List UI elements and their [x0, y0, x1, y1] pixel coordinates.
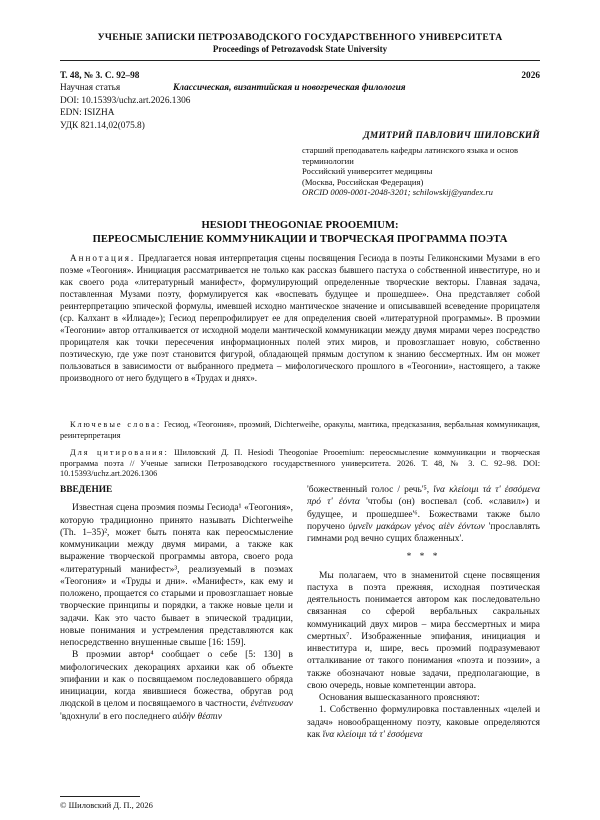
article-section: Классическая, византийская и новогреческая филология: [173, 83, 406, 94]
abstract-label: Аннотация.: [70, 253, 136, 263]
paragraph: 1. Собственно формулировка поставленных «целей и задач» новообращенному поэту, каковые определяются как ἵνα κλείοιμι τά τ' ἐσσόμενα: [307, 705, 540, 740]
journal-title-ru: УЧЕНЫЕ ЗАПИСКИ ПЕТРОЗАВОДСКОГО ГОСУДАРСТВЕННОГО УНИВЕРСИТЕТА: [97, 32, 503, 43]
keywords-text: Гесиод, «Теогония», проэмий, Dichterweihe, оракулы, мантика, предсказания, вербальная коммуникация, реинтерпретация: [60, 420, 541, 440]
title-line-1: HESIODI THEOGONIAE PROOEMIUM:: [201, 220, 399, 231]
header-divider: [60, 60, 540, 61]
paragraph: 'божественный голос / речь'⁵, ἵνα κλείοιμι τά τ' ἐσσόμενα πρό τ' ἐόντα 'чтобы (он) воспевал (соб. «славил») и будущее, и прошедшее'⁶. Божествами также было поручено ὑμνεῖν μακάρων γένος αἰὲν ἐόντων 'прославлять гимнами род вечно сущих блаженных'.: [307, 485, 541, 544]
citation-text: Шиловский Д. П. Hesiodi Theogoniae Prooemium: переосмысление коммуникации и творческая программа поэта // Ученые записки Петрозаводского государственного университета. 2026. Т. 48, № 3. С. 92–98. DOI: 10.15393/uchz.art.2026.1306: [60, 448, 540, 478]
journal-header: [60, 32, 540, 55]
greek-quote: ἐνέπνευσαν: [250, 699, 293, 710]
section-separator: * * *: [406, 552, 441, 563]
paragraph: Мы полагаем, что в знаменитой сцене посвящения пастуха в поэта прежняя, исходная поэтическая деятельность понимается автором как последовательно связанная со сферой вербальных сакральных коммуникаций двух миров – мира бессмертных и мира смертных⁷. Изображенные эпифания, инициация и инвеститура и, шире, весь проэмий подразумевают отталкивание от такого понимания «поэта и поэзии», а также обозначают новые задачи, предполагающие, в свою очередь, новые компетенции автора.: [307, 570, 540, 691]
greek-quote: ἵνα κλείοιμι τά τ' ἐσσόμενα πρό τ' ἐόντα: [307, 485, 541, 508]
citation-label: Для цитирования:: [70, 448, 169, 457]
year: 2026: [521, 71, 540, 81]
author-position: старший преподаватель кафедры латинского языка и основ терминологии: [302, 145, 519, 166]
volume-pages: Т. 48, № 3. С. 92–98: [60, 71, 140, 81]
keywords: [60, 420, 540, 441]
author-contacts: ORCID 0009-0001-2048-3201; schilowskij@yandex.ru: [302, 187, 493, 198]
journal-title-en: Proceedings of Petrozavodsk State University: [212, 44, 388, 54]
article-meta: [60, 70, 540, 132]
udc: УДК 821.14,02(075.8): [60, 120, 145, 131]
section-heading: ВВЕДЕНИЕ: [60, 485, 113, 495]
abstract: [60, 252, 540, 384]
body-column-right: [307, 484, 540, 741]
paragraph: Известная сцена проэмия поэмы Гесиода¹ «Теогония», которую традиционно принято называть Dichterweihe (Th. 1–35)², может быть понята как переосмысление коммуникации между двумя мирами, а также как выражение творческой программы автора, своего рода «литературный манифест»³, реализуемый в поэмах «Теогония» и «Труды и дни». «Манифест», как ему и положено, прощается со старыми и провозглашает новые творческие принципы и порядки, а также новые цели и задачи. Как это часто бывает в эпической традиции, новые понимания и устремления представляются как непосредственно внушенные свыше [16: 159].: [60, 503, 293, 648]
author-affiliation: [302, 145, 542, 198]
article-title: [60, 219, 540, 246]
paragraph: В проэмии автор⁴ сообщает о себе [5: 130] в мифологических декорациях архаики как об объекте эпифании и как о посвящаемом последовавшего обряда инициации, когда явившиеся божества, обругав род людской в целом и посвящаемого в частности, ἐνέπνευσαν 'вдохнули' в его последнего αὐδὴν θέσπιν: [60, 650, 293, 722]
keywords-label: Ключевые слова:: [70, 420, 162, 429]
greek-quote: ἵνα κλείοιμι τά τ' ἐσσόμενα: [322, 729, 423, 740]
paragraph: Основания вышесказанного проясняют:: [319, 693, 480, 703]
edn: EDN: ISIZHA: [60, 108, 115, 119]
citation: [60, 448, 540, 480]
footer-divider: [60, 796, 140, 797]
author-location: (Москва, Российская Федерация): [302, 176, 424, 187]
author-university: Российский университет медицины: [302, 166, 433, 177]
title-line-2: ПЕРЕОСМЫСЛЕНИЕ КОММУНИКАЦИИ И ТВОРЧЕСКАЯ ПРОГРАММА ПОЭТА: [92, 233, 508, 245]
article-type: Научная статья: [60, 83, 121, 94]
author-name: ДМИТРИЙ ПАВЛОВИЧ ШИЛОВСКИЙ: [363, 131, 540, 141]
greek-quote: αὐδὴν θέσπιν: [172, 711, 222, 722]
greek-quote: ὑμνεῖν μακάρων γένος αἰὲν ἐόντων: [348, 521, 485, 532]
doi: DOI: 10.15393/uchz.art.2026.1306: [60, 95, 191, 106]
copyright: © Шиловский Д. П., 2026: [60, 800, 153, 810]
body-column-left: [60, 484, 293, 723]
abstract-text: Предлагается новая интерпретация сцены посвящения Гесиода в поэты Геликонскими Музами в его поэме «Теогония». Инициация рассматривается не только как рассказ бывшего пастуха о собственной инвеституре, но и как своего рода «литературный манифест», формулирующий определенные творческие векторы. Главная задача, поставленная Музами поэту, формулируется как «воспевать будущее и прошедшее». Она представляет собой реинтерпретацию эпической формулы, имевшей исходно мантическое значение и описывавшей всеведение прорицателя (ср. Калхант в «Илиаде»); Гесиод перепрофилирует ее для определения своей «литературной программы». В проэмии «Теогонии» автор отталкивается от исходной модели мантической коммуникации между двумя мирами через посредство прорицателя как точки пересечения информационных полей этих миров, и провозглашает новую, собственно поэтическую, где уже поэт становится фигурой, обладающей прямым доступом к знанию бессмертных. Им он может пользоваться в зависимости от выбранного предмета – мифологического прошлого в «Теогонии», настоящего, а также производного от него будущего в «Трудах и днях».: [60, 253, 540, 383]
